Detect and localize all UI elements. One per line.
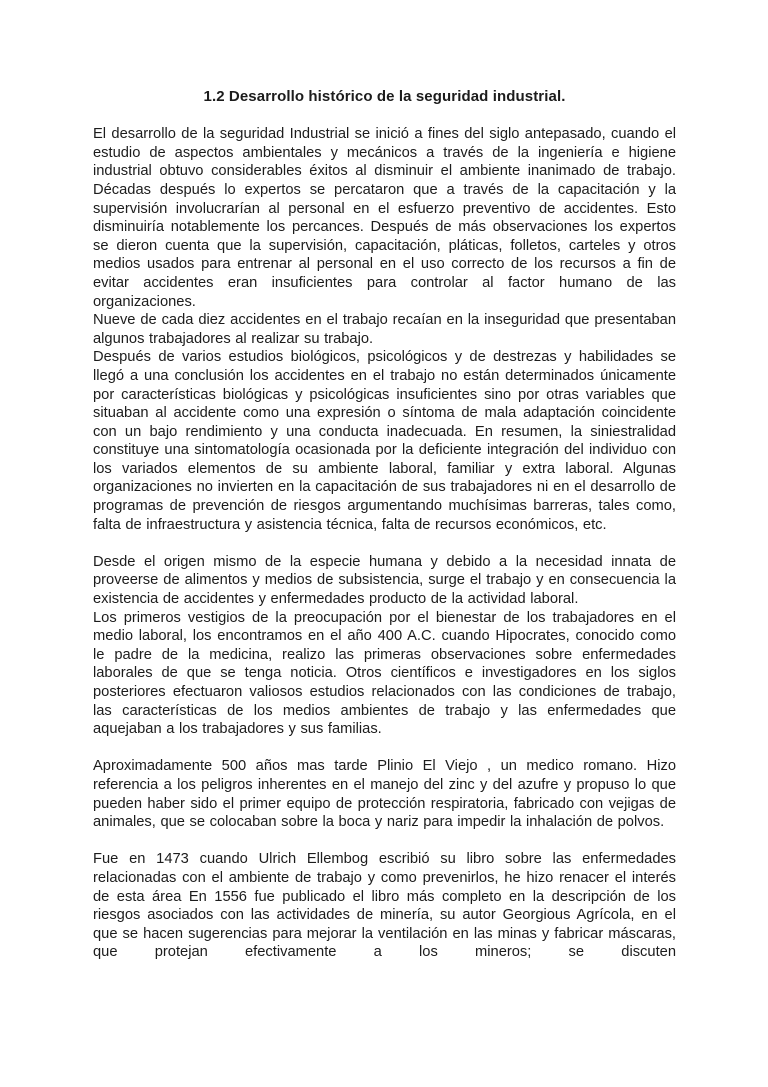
page-title: 1.2 Desarrollo histórico de la seguridad industrial. bbox=[203, 88, 566, 105]
paragraph-block bbox=[93, 125, 676, 534]
paragraph: Después de varios estudios biológicos, psicológicos y de destrezas y habilidades se llegó a una conclusión los accidentes en el trabajo no están determinados únicamente por características biológicas y psicológicas insuficientes sino por otras variables que situaban al accidente como una expresión o síntoma de mala adaptación coincidente con un bajo rendimiento y una conducta inadecuada. En resumen, la siniestralidad constituye una sintomatología ocasionada por la deficiente integración del individuo con los variados elementos de su ambiente laboral, familiar y extra laboral. Algunas organizaciones no invierten en la capacitación de sus trabajadores ni en el desarrollo de programas de prevención de riesgos argumentando muchísimas barreras, tales como, falta de infraestructura y asistencia técnica, falta de recursos económicos, etc. bbox=[93, 349, 676, 533]
paragraph-block bbox=[93, 757, 676, 831]
paragraph-block bbox=[93, 850, 676, 962]
paragraph: Los primeros vestigios de la preocupación por el bienestar de los trabajadores en el medio laboral, los encontramos en el año 400 A.C. cuando Hipocrates, conocido como le padre de la medicina, realizo las primeras observaciones sobre enfermedades laborales de que se tenga noticia. Otros científicos e investigadores en los siglos posteriores efectuaron valiosos estudios relacionados con las condiciones de trabajo, las características de los medios ambientes de trabajo y las enfermedades que aquejaban a los trabajadores y sus familias. bbox=[93, 609, 676, 738]
paragraph-block bbox=[93, 553, 676, 739]
paragraph: Fue en 1473 cuando Ulrich Ellembog escribió su libro sobre las enfermedades relacionadas con el ambiente de trabajo y como prevenirlos, he hizo renacer el interés de esta área En 1556 fue publicado el libro más completo en la descripción de los riesgos asociados con las actividades de minería, su autor Georgious Agrícola, en el que se hacen sugerencias para mejorar la ventilación en las minas y fabricar máscaras, que protejan efectivamente a los mineros; se discuten bbox=[93, 851, 676, 961]
paragraph: Aproximadamente 500 años mas tarde Plinio El Viejo , un medico romano. Hizo referencia a los peligros inherentes en el manejo del zinc y del azufre y propuso lo que pueden haber sido el primer equipo de protección respiratoria, fabricado con vejigas de animales, que se colocaban sobre la boca y nariz para impedir la inhalación de polvos. bbox=[93, 758, 676, 831]
paragraph: Desde el origen mismo de la especie humana y debido a la necesidad innata de proveerse de alimentos y medios de subsistencia, surge el trabajo y en consecuencia la existencia de accidentes y enfermedades producto de la actividad laboral. bbox=[93, 553, 676, 608]
paragraph: El desarrollo de la seguridad Industrial se inició a fines del siglo antepasado, cuando el estudio de aspectos ambientales y mecánicos a través de la ingeniería e higiene industrial obtuvo considerables éxitos al disminuir el ambiente inanimado de trabajo. Décadas después lo expertos se percataron que a través de la capacitación y la supervisión involucrarían al personal en el esfuerzo preventivo de accidentes. Esto disminuiría notablemente los percances. Después de más observaciones los expertos se dieron cuenta que la supervisión, capacitación, pláticas, folletos, carteles y otros medios usados para entrenar al personal en el uso correcto de los recursos a fin de evitar accidentes eran insuficientes para controlar al factor humano de las organizaciones. bbox=[93, 126, 676, 310]
paragraph: Nueve de cada diez accidentes en el trabajo recaían en la inseguridad que presentaban algunos trabajadores al realizar su trabajo. bbox=[93, 312, 676, 347]
